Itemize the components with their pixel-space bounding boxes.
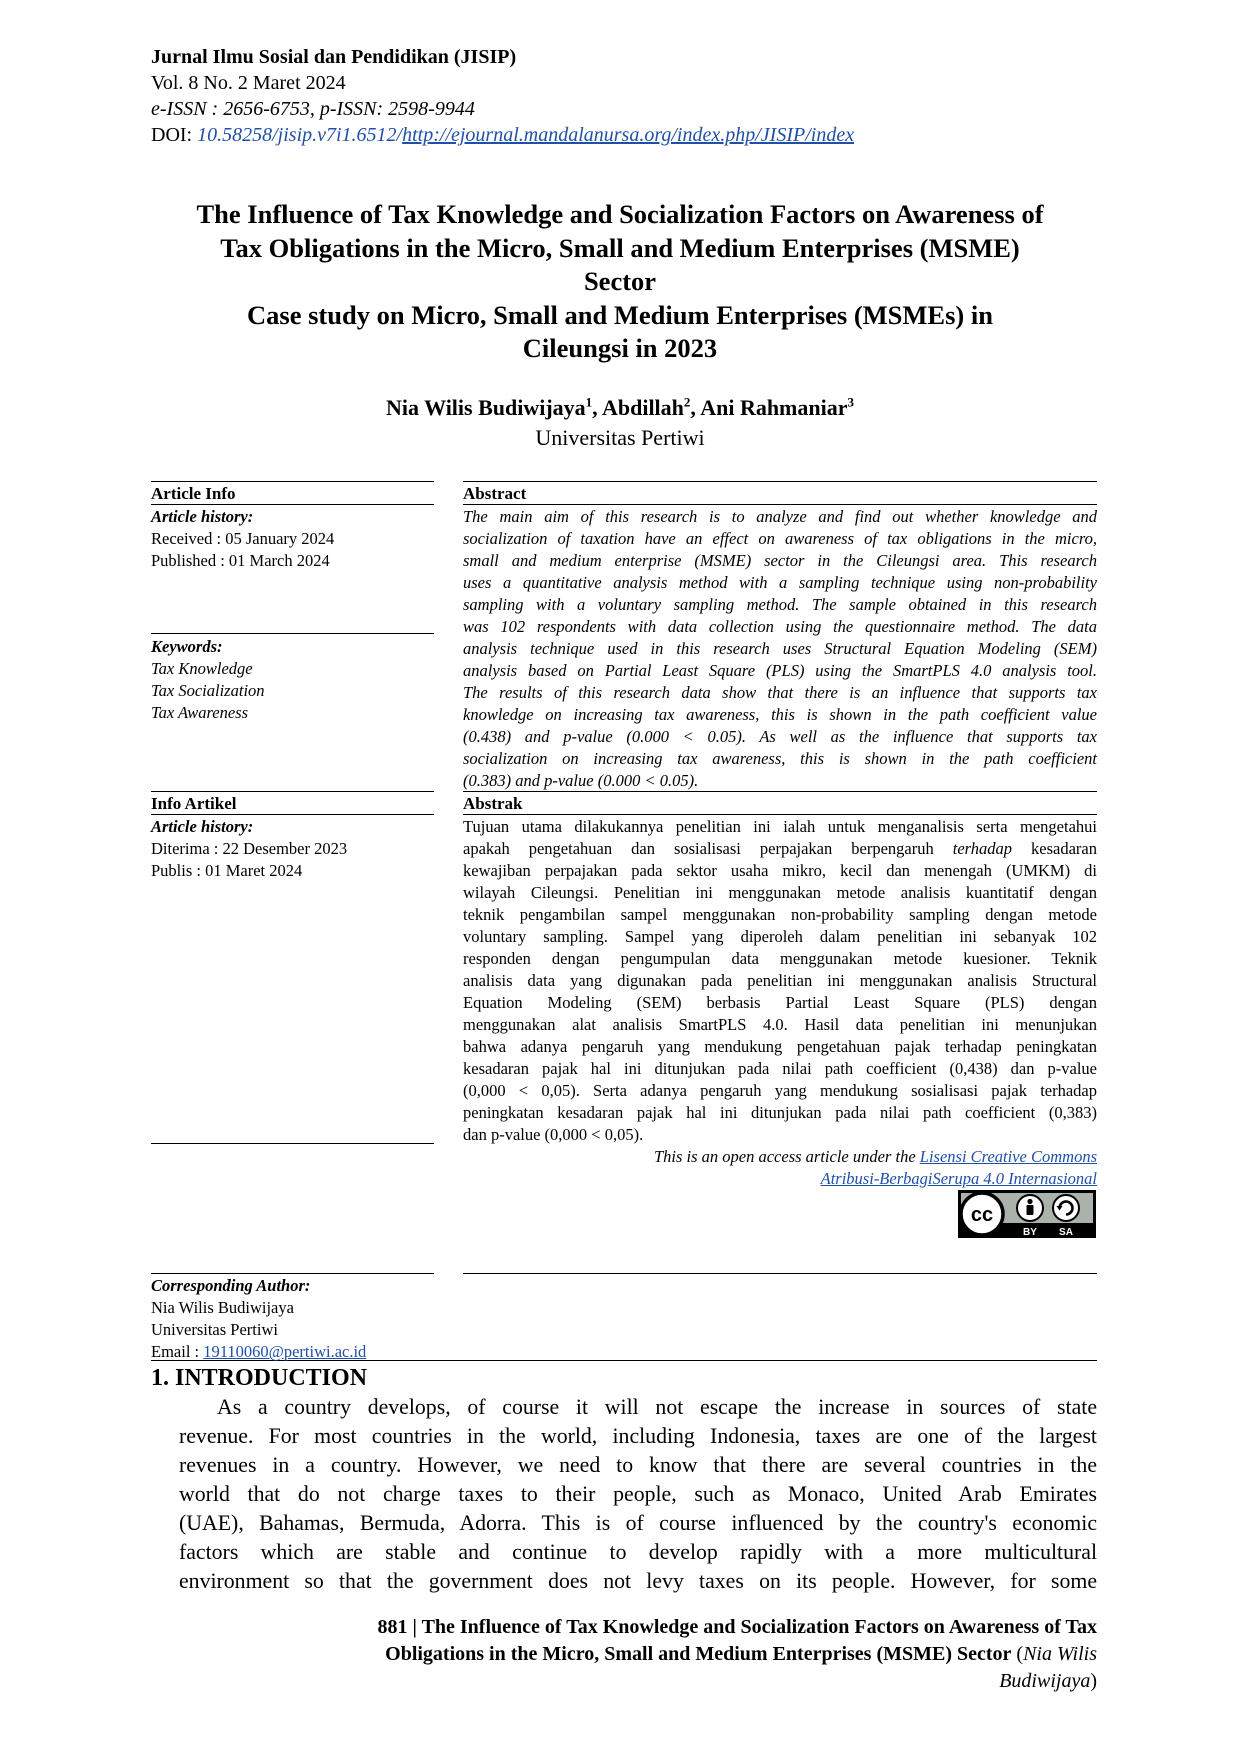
- intro-line: factors which are stable and continue to develop rapidly with a more multicultural: [179, 1540, 1097, 1564]
- abstrak-body: [463, 816, 1097, 1146]
- license-link[interactable]: Lisensi Creative Commons: [919, 1147, 1097, 1166]
- journal-name: Jurnal Ilmu Sosial dan Pendidikan (JISIP): [151, 46, 517, 68]
- published-date: Published : 01 March 2024: [151, 551, 330, 570]
- divider: [151, 1273, 434, 1274]
- abstract-line: socialization on increasing tax awareness, this is shown in the path coefficient: [463, 749, 1097, 768]
- abstrak-line: analisis data yang digunakan pada penelitian ini menggunakan analisis Structural: [463, 971, 1097, 990]
- email-link[interactable]: 19110060@pertiwi.ac.id: [203, 1342, 367, 1361]
- received-date: Diterima : 22 Desember 2023: [151, 839, 348, 858]
- abstract-line: was 102 respondents with data collection using the questionnaire method. The data: [463, 617, 1097, 636]
- intro-line: revenue. For most countries in the world, including Indonesia, taxes are one of the largest: [179, 1424, 1097, 1448]
- sa-label: SA: [1059, 1227, 1073, 1238]
- journal-volume: Vol. 8 No. 2 Maret 2024: [151, 72, 346, 94]
- journal-header: [151, 44, 1151, 148]
- journal-url-link[interactable]: http://ejournal.mandalanursa.org/index.php/JISIP/index: [402, 124, 855, 146]
- doi-label: DOI:: [151, 124, 198, 146]
- intro-line: world that do not charge taxes to their people, such as Monaco, United Arab Emirates: [179, 1482, 1097, 1506]
- author-sup: 3: [847, 394, 854, 410]
- divider: [151, 633, 434, 634]
- abstrak-line: (0,000 < 0,05). Serta adanya pengaruh yang mendukung sosialisasi pajak terhadap: [463, 1081, 1097, 1100]
- subtitle-line: Case study on Micro, Small and Medium Enterprises (MSMEs) in: [247, 299, 993, 330]
- abstrak-line: Tujuan utama dilakukannya penelitian ini ialah untuk menganalisis serta mengetahui: [463, 817, 1097, 836]
- footer-title: The Influence of Tax Knowledge and Socialization Factors on Awareness of Tax: [421, 1616, 1097, 1638]
- abstract-line: (0.383) and p-value (0.000 < 0.05).: [463, 771, 699, 790]
- abstrak-line: wilayah Cileungsi. Penelitian ini menggunakan metode analisis kuantitatif dengan: [463, 883, 1097, 902]
- history-label: Article history:: [151, 817, 254, 836]
- divider: [151, 791, 434, 792]
- author-separator: ,: [690, 395, 701, 420]
- email-label: Email :: [151, 1342, 204, 1361]
- keyword: Tax Knowledge: [151, 659, 253, 678]
- author-sup: 1: [585, 394, 593, 410]
- abstrak-line: dan p-value (0,000 < 0,05).: [463, 1125, 644, 1144]
- abstract-line: analysis technique used in this research uses Structural Equation Modeling (SEM): [463, 639, 1097, 658]
- footer-separator: |: [407, 1616, 422, 1638]
- corresponding-label: Corresponding Author:: [151, 1276, 311, 1295]
- page-number: 881: [377, 1616, 408, 1638]
- corresponding-affiliation: Universitas Pertiwi: [151, 1320, 278, 1339]
- abstract-line: The main aim of this research is to analyze and find out whether knowledge and: [463, 507, 1097, 526]
- abstrak-line: peningkatan kesadaran pajak hal ini ditunjukan pada nilai path coefficient (0,383): [463, 1103, 1097, 1122]
- divider: [151, 1143, 434, 1144]
- abstrak-line: kesadaran pajak hal ini ditunjukan pada nilai path coefficient (0,438) dan p-value: [463, 1059, 1097, 1078]
- abstrak-line: kewajiban perpajakan pada sektor usaha mikro, kecil dan menengah (UMKM) di: [463, 861, 1097, 880]
- author-name: Ani Rahmaniar: [700, 395, 848, 420]
- section-heading-introduction: 1. INTRODUCTION: [151, 1365, 368, 1391]
- abstrak-heading: Abstrak: [463, 794, 523, 813]
- author-list: [120, 394, 1120, 422]
- author-sup: 2: [683, 394, 691, 410]
- abstract-line: socialization of taxation have an effect on awareness of tax obligations in the micro,: [463, 529, 1097, 548]
- abstrak-line: [463, 838, 1097, 860]
- corresponding-author: [151, 1275, 434, 1363]
- abstrak-line: Equation Modeling (SEM) berbasis Partial Least Square (PLS) dengan: [463, 993, 1097, 1012]
- journal-issn: e-ISSN : 2656-6753, p-ISSN: 2598-9944: [151, 98, 475, 120]
- divider: [463, 1273, 1097, 1274]
- intro-line: (UAE), Bahamas, Bermuda, Adorra. This is of course influenced by the country's economic: [179, 1511, 1097, 1535]
- intro-line: revenues in a country. However, we need to know that there are several countries in the: [179, 1453, 1097, 1477]
- author-name: Nia Wilis Budiwijaya: [385, 395, 586, 420]
- footer-paren: ): [1090, 1670, 1097, 1692]
- published-date: Publis : 01 Maret 2024: [151, 861, 303, 880]
- doi-link[interactable]: 10.58258/jisip.v7i1.6512/: [197, 124, 403, 146]
- footer-author: Nia Wilis: [1023, 1643, 1097, 1665]
- license-text: This is an open access article under the: [653, 1147, 920, 1166]
- footer-title: Obligations in the Micro, Small and Medium Enterprises (MSME) Sector: [385, 1643, 1012, 1665]
- abstract-line: analysis based on Partial Least Square (PLS) using the SmartPLS 4.0 analysis tool.: [463, 661, 1097, 680]
- affiliation: Universitas Pertiwi: [535, 425, 705, 450]
- footer-paren: (: [1011, 1643, 1024, 1665]
- abstract-body: [463, 506, 1097, 792]
- keywords-label: Keywords:: [151, 637, 223, 656]
- history-label: Article history:: [151, 507, 254, 526]
- abstract-line: The results of this research data show that there is an influence that supports tax: [463, 683, 1097, 702]
- page-footer: [240, 1614, 1097, 1695]
- abstrak-text: apakah pengetahuan dan sosialisasi perpajakan berpengaruh: [463, 839, 953, 858]
- cc-by-sa-icon: [958, 1190, 1096, 1238]
- abstract-line: small and medium enterprise (MSME) sector in the Cileungsi area. This research: [463, 551, 1097, 570]
- abstrak-text: kesadaran: [1012, 839, 1097, 858]
- keywords-block: [151, 636, 434, 724]
- license-link[interactable]: Atribusi-BerbagiSerupa 4.0 Internasional: [820, 1169, 1097, 1188]
- divider: [151, 481, 434, 482]
- intro-line: environment so that the government does not levy taxes on its people. However, for some: [179, 1569, 1097, 1593]
- abstract-line: sampling with a voluntary sampling method. The sample obtained in this research: [463, 595, 1097, 614]
- abstract-line: (0.438) and p-value (0.000 < 0.05). As well as the influence that supports tax: [463, 727, 1097, 746]
- cc-by-sa-badge[interactable]: [958, 1190, 1096, 1238]
- abstrak-line: menggunakan alat analisis SmartPLS 4.0. Hasil data penelitian ini menunjukan: [463, 1015, 1097, 1034]
- info-artikel-heading: Info Artikel: [151, 794, 237, 813]
- cc-mark: cc: [970, 1204, 994, 1226]
- info-artikel: [151, 816, 434, 882]
- introduction-body: [179, 1393, 1097, 1596]
- journal-doi-line: [151, 122, 1151, 148]
- article-title: [120, 198, 1120, 366]
- title-line: The Influence of Tax Knowledge and Socialization Factors on Awareness of: [196, 199, 1044, 229]
- abstrak-line: voluntary sampling. Sampel yang diperoleh dalam penelitian ini sebanyak 102: [463, 927, 1097, 946]
- author-separator: ,: [592, 395, 602, 420]
- divider: [463, 481, 1097, 482]
- received-date: Received : 05 January 2024: [151, 529, 335, 548]
- author-name: Abdillah: [601, 395, 684, 420]
- by-label: BY: [1023, 1227, 1037, 1238]
- corresponding-name: Nia Wilis Budiwijaya: [151, 1298, 294, 1317]
- intro-line: As a country develops, of course it will not escape the increase in sources of state: [217, 1395, 1097, 1419]
- abstract-line: knowledge on increasing tax awareness, this is shown in the path coefficient value: [463, 705, 1097, 724]
- abstrak-line: teknik pengambilan sampel menggunakan non-probability sampling dengan metode: [463, 905, 1097, 924]
- corresponding-email: [151, 1341, 434, 1363]
- footer-author: Budiwijaya: [999, 1670, 1091, 1692]
- title-line: Sector: [583, 266, 657, 296]
- abstrak-line: bahwa adanya pengaruh yang mendukung pengetahuan pajak terhadap peningkatan: [463, 1037, 1097, 1056]
- abstrak-italic-word: terhadap: [952, 839, 1013, 858]
- keyword: Tax Awareness: [151, 703, 249, 722]
- article-info: [151, 506, 434, 572]
- title-line: Tax Obligations in the Micro, Small and Medium Enterprises (MSME): [220, 232, 1020, 263]
- abstrak-line: responden dengan pengumpulan data menggunakan metode kuesioner. Teknik: [463, 949, 1097, 968]
- abstract-line: uses a quantitative analysis method with a sampling technique using non-probability: [463, 573, 1097, 592]
- article-info-heading: Article Info: [151, 484, 236, 503]
- abstract-heading: Abstract: [463, 484, 527, 503]
- keyword: Tax Socialization: [151, 681, 265, 700]
- license-notice: [463, 1146, 1097, 1190]
- subtitle-line: Cileungsi in 2023: [522, 333, 718, 363]
